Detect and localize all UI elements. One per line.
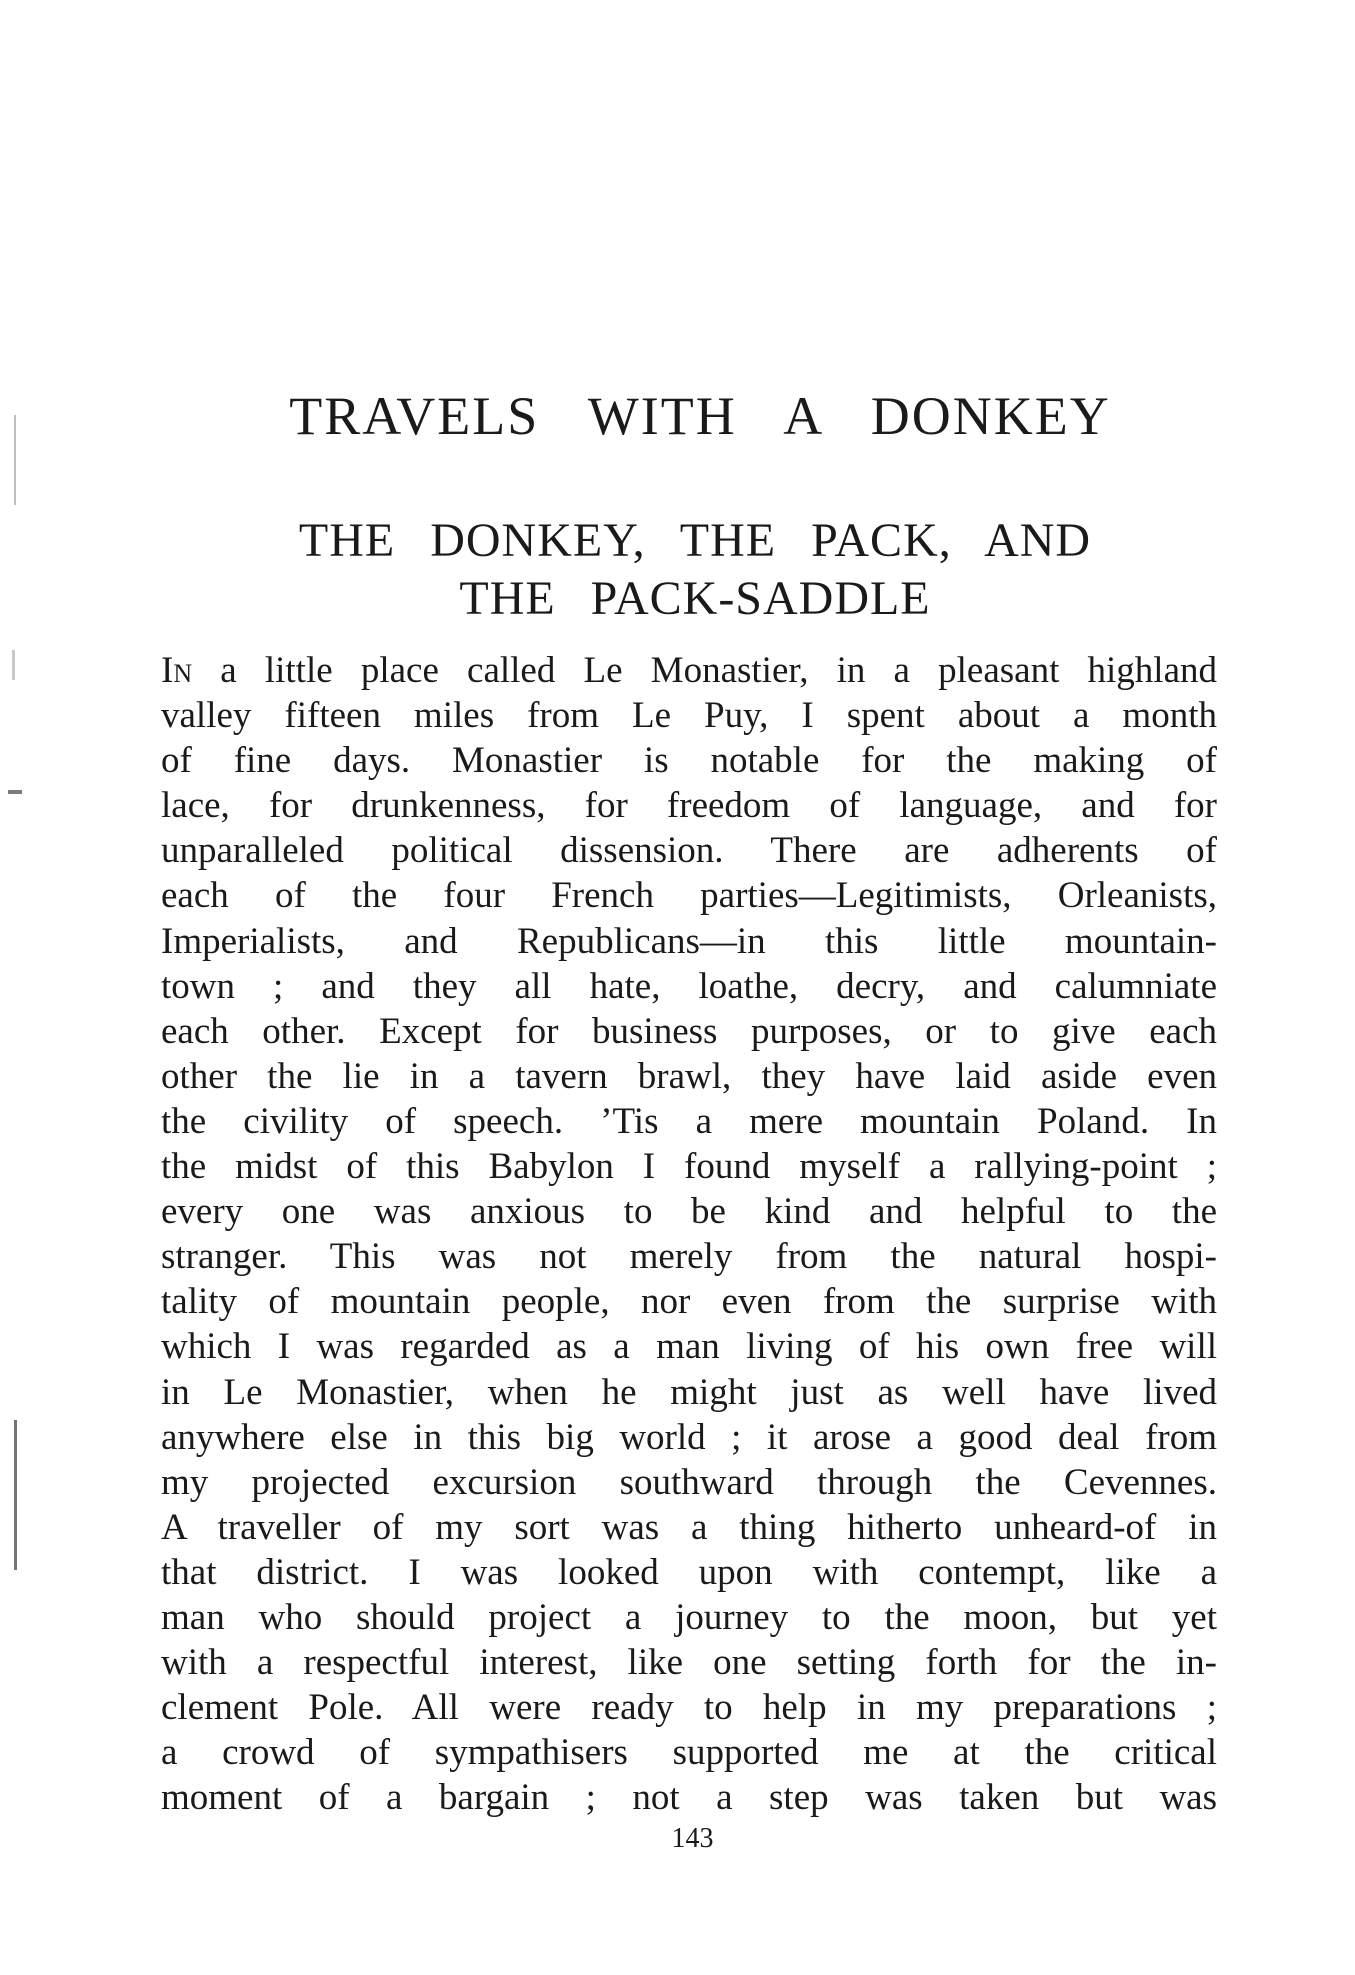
- text-line: my projected excursion southward through the Cevennes.: [161, 1461, 1217, 1503]
- text-line: Imperialists, and Republicans—in this little mountain-: [161, 920, 1217, 962]
- text-line: moment of a bargain ; not a step was taken but was: [161, 1777, 1217, 1819]
- text-line: of fine days. Monastier is notable for the making of: [161, 740, 1217, 782]
- scan-edge-mark: [14, 1420, 17, 1570]
- text-line: unparalleled political dissension. There are adherents of: [161, 830, 1217, 872]
- text-line: [161, 648, 1217, 693]
- text-line: in Le Monastier, when he might just as well have lived: [161, 1371, 1217, 1413]
- text-line-content: a little place called Le Monastier, in a pleasant highland: [192, 650, 1217, 691]
- text-line: each of the four French parties—Legitimists, Orleanists,: [161, 875, 1217, 917]
- text-line: man who should project a journey to the moon, but yet: [161, 1596, 1217, 1638]
- chapter-title-line-1: THE DONKEY, THE PACK, AND: [298, 514, 1092, 567]
- text-line: that district. I was looked upon with contempt, like a: [161, 1551, 1217, 1593]
- text-line: with a respectful interest, like one setting forth for the in-: [161, 1642, 1217, 1684]
- text-line: a crowd of sympathisers supported me at the critical: [161, 1732, 1217, 1774]
- drop-word: In: [161, 650, 193, 691]
- text-line: which I was regarded as a man living of his own free will: [161, 1326, 1217, 1368]
- scan-edge-mark: [12, 650, 15, 680]
- book-title: TRAVELS WITH A DONKEY: [289, 386, 1111, 446]
- body-paragraph: [161, 648, 1217, 1820]
- text-line: clement Pole. All were ready to help in my preparations ;: [161, 1687, 1217, 1729]
- text-line: the midst of this Babylon I found myself a rallying-point ;: [161, 1146, 1217, 1188]
- text-line: the civility of speech. ’Tis a mere mountain Poland. In: [161, 1100, 1217, 1142]
- text-line: town ; and they all hate, loathe, decry, and calumniate: [161, 965, 1217, 1007]
- text-line: valley fifteen miles from Le Puy, I spent about a month: [161, 695, 1217, 737]
- scan-edge-mark: [14, 415, 16, 505]
- text-line: lace, for drunkenness, for freedom of language, and for: [161, 785, 1217, 827]
- text-line: tality of mountain people, nor even from the surprise with: [161, 1281, 1217, 1323]
- text-line: anywhere else in this big world ; it arose a good deal from: [161, 1416, 1217, 1458]
- text-line: every one was anxious to be kind and helpful to the: [161, 1191, 1217, 1233]
- chapter-title: [160, 512, 1230, 628]
- chapter-title-line-2: THE PACK-SADDLE: [459, 572, 931, 625]
- text-line: stranger. This was not merely from the natural hospi-: [161, 1236, 1217, 1278]
- scan-edge-mark: [8, 790, 22, 794]
- text-line: other the lie in a tavern brawl, they have laid aside even: [161, 1055, 1217, 1097]
- text-line: each other. Except for business purposes, or to give each: [161, 1010, 1217, 1052]
- page-number: 143: [671, 1823, 714, 1854]
- text-line: A traveller of my sort was a thing hitherto unheard-of in: [161, 1506, 1217, 1548]
